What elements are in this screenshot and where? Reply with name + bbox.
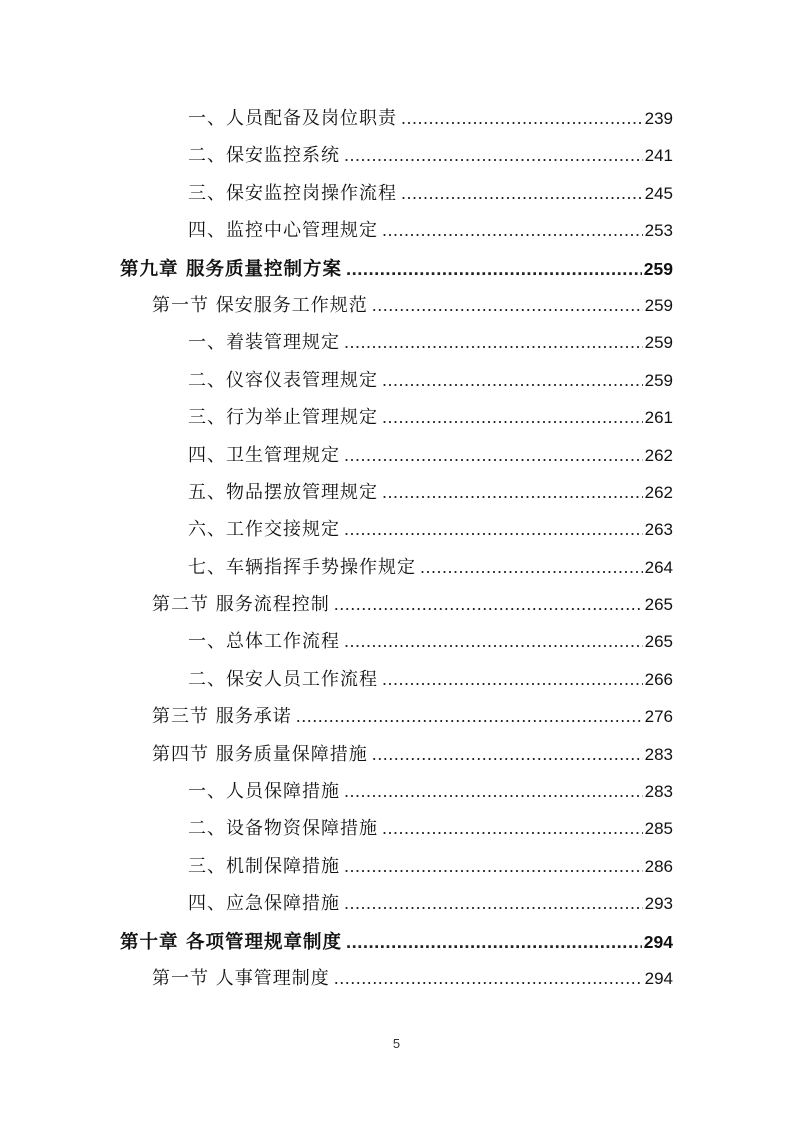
toc-entry-title: 三、保安监控岗操作流程 xyxy=(188,182,397,204)
toc-entry-page: 265 xyxy=(644,632,673,652)
toc-entry-page: 239 xyxy=(644,109,673,128)
table-of-contents xyxy=(120,100,673,997)
toc-subsection-entry[interactable] xyxy=(120,437,673,474)
toc-entry-page: 263 xyxy=(644,520,673,540)
toc-entry-page: 262 xyxy=(644,445,673,465)
toc-entry-page: 286 xyxy=(644,856,673,876)
toc-section-entry[interactable] xyxy=(120,586,673,623)
toc-subsection-entry[interactable] xyxy=(120,623,673,660)
toc-entry-page: 285 xyxy=(644,819,673,839)
toc-subsection-entry[interactable] xyxy=(120,848,673,885)
toc-dot-leader xyxy=(382,399,643,436)
toc-entry-page: 264 xyxy=(644,557,673,577)
toc-entry-title: 四、应急保障措施 xyxy=(188,893,340,915)
toc-entry-page: 262 xyxy=(644,482,673,502)
toc-dot-leader xyxy=(346,923,642,960)
toc-entry-page: 294 xyxy=(643,931,673,952)
toc-dot-leader xyxy=(344,437,643,474)
toc-dot-leader xyxy=(296,698,643,735)
toc-entry-page: 265 xyxy=(644,595,673,615)
toc-dot-leader xyxy=(401,175,643,212)
page-number: 5 xyxy=(392,1036,401,1051)
toc-subsection-entry[interactable] xyxy=(120,212,673,249)
toc-dot-leader xyxy=(346,250,642,287)
toc-subsection-entry[interactable] xyxy=(120,549,673,586)
toc-dot-leader xyxy=(344,511,643,548)
toc-dot-leader xyxy=(334,960,643,997)
toc-entry-title: 三、机制保障措施 xyxy=(188,855,340,877)
toc-dot-leader xyxy=(401,100,643,137)
toc-subsection-entry[interactable] xyxy=(120,661,673,698)
toc-dot-leader xyxy=(382,362,643,399)
toc-entry-title: 第二节 服务流程控制 xyxy=(152,594,330,616)
toc-entry-page: 294 xyxy=(644,968,673,988)
toc-entry-page: 283 xyxy=(644,744,673,764)
toc-dot-leader xyxy=(382,474,643,511)
toc-entry-page: 259 xyxy=(643,258,673,279)
toc-dot-leader xyxy=(382,810,643,847)
toc-entry-title: 二、设备物资保障措施 xyxy=(188,818,378,840)
toc-entry-title: 七、车辆指挥手势操作规定 xyxy=(188,556,416,578)
toc-entry-title: 第一节 人事管理制度 xyxy=(152,967,330,989)
toc-dot-leader xyxy=(344,848,643,885)
toc-chapter-entry[interactable] xyxy=(120,250,673,287)
toc-entry-title: 六、工作交接规定 xyxy=(188,519,340,541)
toc-entry-page: 261 xyxy=(644,408,673,428)
toc-subsection-entry[interactable] xyxy=(120,362,673,399)
toc-entry-page: 253 xyxy=(644,221,673,241)
toc-subsection-entry[interactable] xyxy=(120,885,673,922)
toc-section-entry[interactable] xyxy=(120,960,673,997)
toc-entry-title: 第九章 服务质量控制方案 xyxy=(120,258,342,280)
toc-subsection-entry[interactable] xyxy=(120,175,673,212)
toc-entry-title: 二、仪容仪表管理规定 xyxy=(188,369,378,391)
toc-entry-page: 259 xyxy=(644,295,673,315)
toc-entry-page: 266 xyxy=(644,669,673,689)
toc-dot-leader xyxy=(344,324,643,361)
toc-subsection-entry[interactable] xyxy=(120,324,673,361)
toc-chapter-entry[interactable] xyxy=(120,923,673,960)
toc-subsection-entry[interactable] xyxy=(120,474,673,511)
toc-section-entry[interactable] xyxy=(120,698,673,735)
toc-dot-leader xyxy=(344,773,643,810)
toc-dot-leader xyxy=(420,549,643,586)
toc-subsection-entry[interactable] xyxy=(120,511,673,548)
toc-section-entry[interactable] xyxy=(120,287,673,324)
toc-entry-title: 三、行为举止管理规定 xyxy=(188,407,378,429)
toc-entry-page: 259 xyxy=(644,370,673,390)
toc-entry-title: 二、保安人员工作流程 xyxy=(188,668,378,690)
toc-entry-title: 五、物品摆放管理规定 xyxy=(188,481,378,503)
toc-entry-title: 第一节 保安服务工作规范 xyxy=(152,294,368,316)
toc-dot-leader xyxy=(372,287,643,324)
toc-entry-page: 276 xyxy=(644,707,673,727)
toc-dot-leader xyxy=(344,137,643,174)
toc-section-entry[interactable] xyxy=(120,736,673,773)
toc-subsection-entry[interactable] xyxy=(120,100,673,137)
toc-entry-title: 一、总体工作流程 xyxy=(188,631,340,653)
toc-entry-title: 一、着装管理规定 xyxy=(188,332,340,354)
toc-dot-leader xyxy=(382,661,643,698)
toc-entry-page: 241 xyxy=(644,146,673,166)
toc-dot-leader xyxy=(382,212,643,249)
toc-entry-page: 245 xyxy=(644,183,673,203)
toc-subsection-entry[interactable] xyxy=(120,810,673,847)
toc-dot-leader xyxy=(372,736,643,773)
toc-entry-page: 259 xyxy=(644,333,673,353)
toc-entry-title: 第四节 服务质量保障措施 xyxy=(152,743,368,765)
toc-entry-title: 四、卫生管理规定 xyxy=(188,444,340,466)
toc-subsection-entry[interactable] xyxy=(120,399,673,436)
toc-entry-title: 第十章 各项管理规章制度 xyxy=(120,931,342,953)
toc-entry-title: 四、监控中心管理规定 xyxy=(188,220,378,242)
toc-entry-title: 二、保安监控系统 xyxy=(188,145,340,167)
toc-entry-title: 一、人员保障措施 xyxy=(188,781,340,803)
toc-dot-leader xyxy=(344,623,643,660)
toc-entry-title: 第三节 服务承诺 xyxy=(152,706,292,728)
toc-subsection-entry[interactable] xyxy=(120,137,673,174)
toc-entry-title: 一、人员配备及岗位职责 xyxy=(188,108,397,129)
toc-dot-leader xyxy=(344,885,643,922)
toc-dot-leader xyxy=(334,586,643,623)
toc-subsection-entry[interactable] xyxy=(120,773,673,810)
toc-entry-page: 283 xyxy=(644,782,673,802)
toc-entry-page: 293 xyxy=(644,894,673,914)
